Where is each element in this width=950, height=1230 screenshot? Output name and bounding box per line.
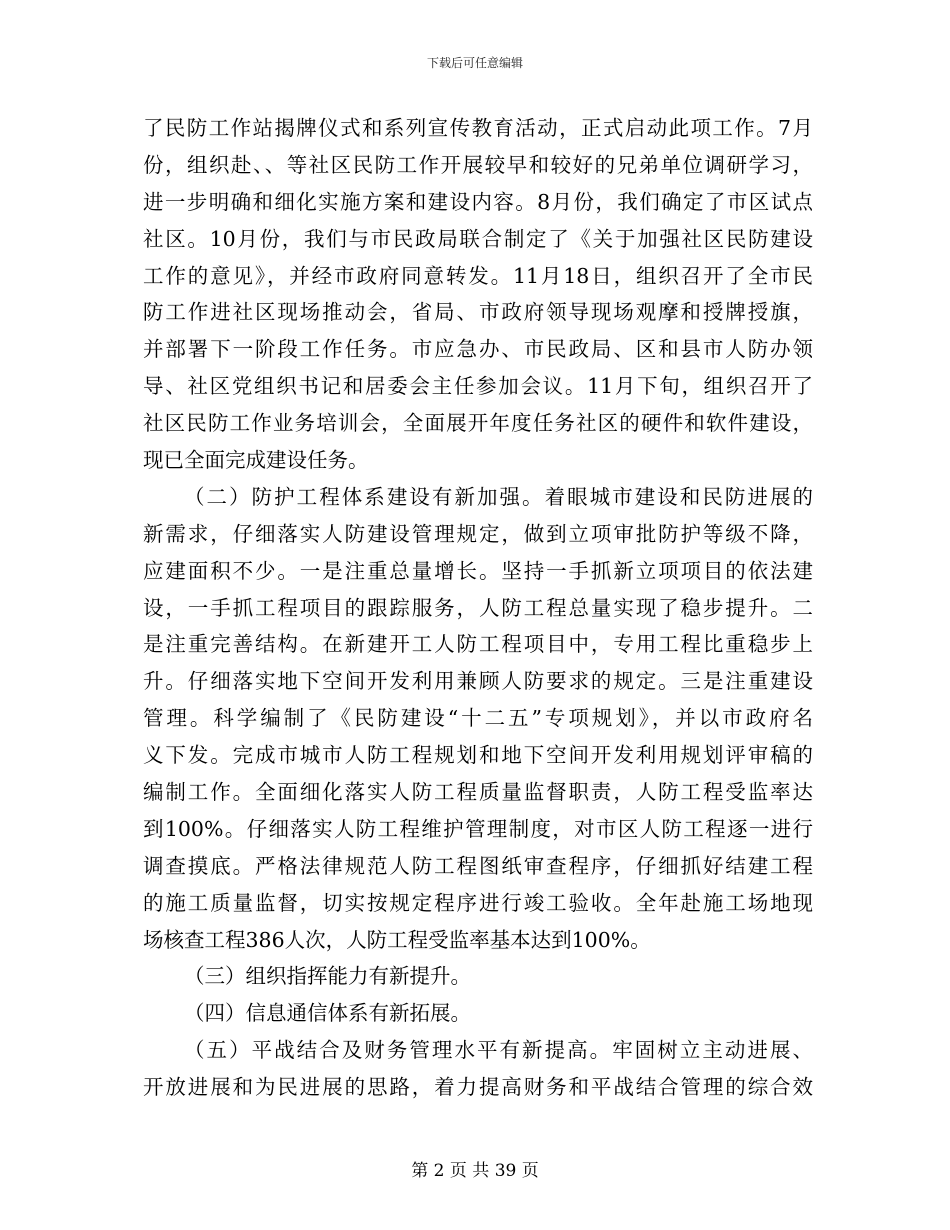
text-line: 社区。10月份，我们与市民政局联合制定了《关于加强社区民防建设 xyxy=(143,226,813,251)
text-line: 应建面积不少。一是注重总量增长。坚持一手抓新立项项目的依法建 xyxy=(143,558,813,583)
page-header: 下载后可任意编辑 xyxy=(426,56,523,70)
text-line: 调查摸底。严格法律规范人防工程图纸审查程序，仔细抓好结建工程 xyxy=(143,853,813,878)
text-line: 新需求，仔细落实人防建设管理规定，做到立项审批防护等级不降， xyxy=(143,521,813,546)
paragraph-heading-2: （二）防护工程体系建设有新加强。着眼城市建设和民防进展的 xyxy=(184,484,813,509)
text-line: 防工作进社区现场推动会，省局、市政府领导现场观摩和授牌授旗， xyxy=(143,300,813,325)
text-line: 管理。科学编制了《民防建设“十二五”专项规划》，并以市政府名 xyxy=(143,706,813,731)
text-line: 场核查工程386人次，人防工程受监率基本达到100%。 xyxy=(143,927,651,952)
text-line: 升。仔细落实地下空间开发利用兼顾人防要求的规定。三是注重建设 xyxy=(143,669,813,694)
paragraph-heading-5: （五）平战结合及财务管理水平有新提高。牢固树立主动进展、 xyxy=(184,1038,813,1063)
text-line: 义下发。完成市城市人防工程规划和地下空间开发利用规划评审稿的 xyxy=(143,743,813,768)
text-line: 并部署下一阶段工作任务。市应急办、市民政局、区和县市人防办领 xyxy=(143,337,813,362)
text-line: 的施工质量监督，切实按规定程序进行竣工验收。全年赴施工场地现 xyxy=(143,890,813,915)
text-line: 导、社区党组织书记和居委会主任参加会议。11月下旬，组织召开了 xyxy=(143,374,813,399)
text-line: 到100%。仔细落实人防工程维护管理制度，对市区人防工程逐一进行 xyxy=(143,816,813,841)
text-line: 进一步明确和细化实施方案和建设内容。8月份，我们确定了市区试点 xyxy=(143,189,813,214)
text-line: 是注重完善结构。在新建开工人防工程项目中，专用工程比重稳步上 xyxy=(143,632,813,657)
paragraph-heading-4: （四）信息通信体系有新拓展。 xyxy=(184,1001,471,1026)
text-line: 开放进展和为民进展的思路，着力提高财务和平战结合管理的综合效 xyxy=(143,1075,813,1100)
document-body xyxy=(143,110,813,1106)
text-line: 现已全面完成建设任务。 xyxy=(143,448,369,473)
text-line: 设，一手抓工程项目的跟踪服务，人防工程总量实现了稳步提升。二 xyxy=(143,595,813,620)
text-line: 编制工作。全面细化落实人防工程质量监督职责，人防工程受监率达 xyxy=(143,780,813,805)
text-line: 了民防工作站揭牌仪式和系列宣传教育活动，正式启动此项工作。7月 xyxy=(143,116,813,140)
text-line: 份，组织赴、、等社区民防工作开展较早和较好的兄弟单位调研学习， xyxy=(143,152,813,177)
page-number: 第 2 页 共 39 页 xyxy=(411,1161,539,1181)
text-line: 社区民防工作业务培训会，全面展开年度任务社区的硬件和软件建设， xyxy=(143,411,813,436)
text-line: 工作的意见》，并经市政府同意转发。11月18日，组织召开了全市民 xyxy=(143,263,813,288)
paragraph-heading-3: （三）组织指挥能力有新提升。 xyxy=(184,964,471,989)
